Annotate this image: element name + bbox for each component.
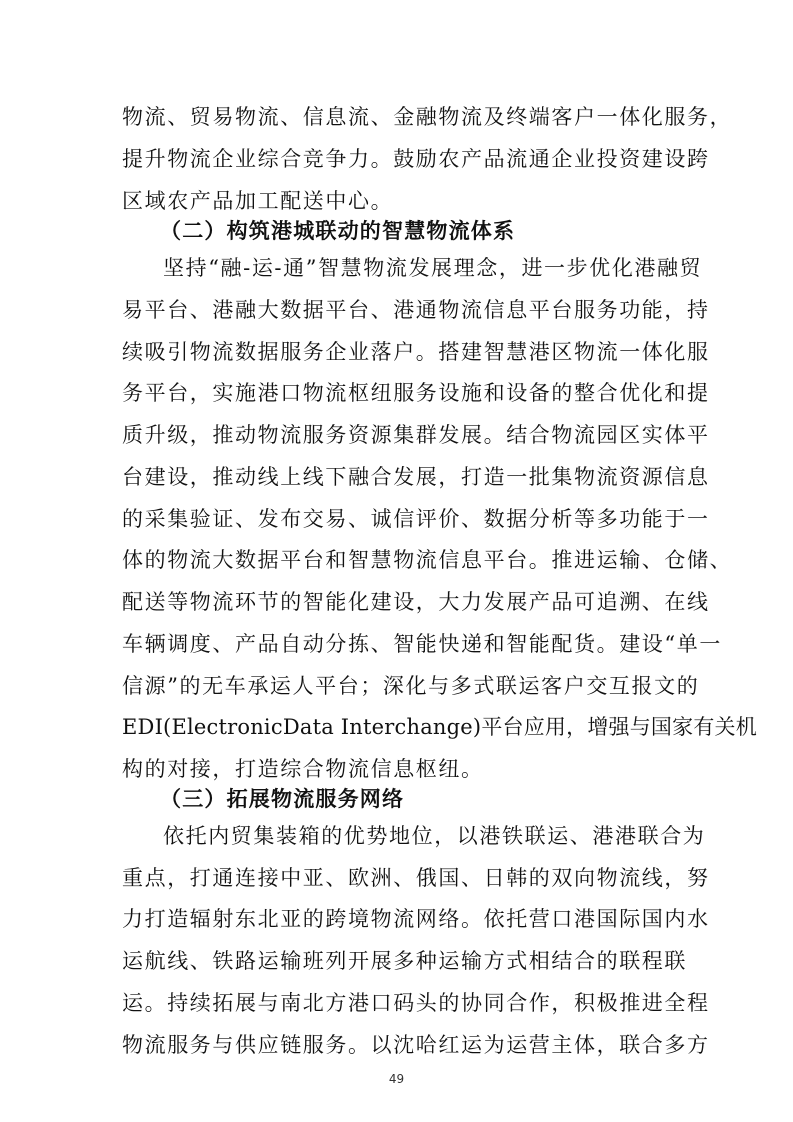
paragraph-line: EDI(ElectronicData Interchange)平台应用，增强与国家有关机 bbox=[122, 715, 757, 739]
paragraph-line: 易平台、港融大数据平台、港通物流信息平台服务功能，持 bbox=[122, 298, 710, 322]
paragraph-line: 信源”的无车承运人平台；深化与多式联运客户交互报文的 bbox=[122, 674, 700, 698]
paragraph-line: 依托内贸集装箱的优势地位，以港铁联运、港港联合为 bbox=[163, 824, 706, 848]
paragraph-line: 运。持续拓展与南北方港口码头的协同合作，积极推进全程 bbox=[122, 991, 710, 1015]
paragraph-line: 运航线、铁路运输班列开展多种运输方式相结合的联程联 bbox=[122, 949, 687, 973]
paragraph-line: 车辆调度、产品自动分拣、智能快递和智能配货。建设“单一 bbox=[122, 632, 722, 656]
paragraph-line: 构的对接，打造综合物流信息枢纽。 bbox=[122, 757, 484, 781]
page-number: 49 bbox=[388, 1072, 405, 1086]
paragraph-line: 质升级，推动物流服务资源集群发展。结合物流园区实体平 bbox=[122, 423, 710, 447]
paragraph-line: 坚持“融-运-通”智慧物流发展理念，进一步优化港融贸 bbox=[163, 256, 703, 280]
paragraph-line: 台建设，推动线上线下融合发展，打造一批集物流资源信息 bbox=[122, 465, 710, 489]
paragraph-line: 配送等物流环节的智能化建设，大力发展产品可追溯、在线 bbox=[122, 590, 710, 614]
paragraph-line: 物流、贸易物流、信息流、金融物流及终端客户一体化服务， bbox=[122, 105, 733, 129]
paragraph-line: 务平台，实施港口物流枢纽服务设施和设备的整合优化和提 bbox=[122, 381, 710, 405]
paragraph-line: 重点，打通连接中亚、欧洲、俄国、日韩的双向物流线，努 bbox=[122, 866, 710, 890]
paragraph-line: 续吸引物流数据服务企业落户。搭建智慧港区物流一体化服 bbox=[122, 340, 710, 364]
paragraph-line: 区域农产品加工配送中心。 bbox=[122, 189, 394, 213]
paragraph-line: 力打造辐射东北亚的跨境物流网络。依托营口港国际国内水 bbox=[122, 907, 710, 931]
section-heading: （三）拓展物流服务网络 bbox=[160, 787, 405, 811]
section-heading: （二）构筑港城联动的智慧物流体系 bbox=[160, 219, 516, 243]
paragraph-line: 体的物流大数据平台和智慧物流信息平台。推进运输、仓储、 bbox=[122, 548, 733, 572]
paragraph-line: 提升物流企业综合竞争力。鼓励农产品流通企业投资建设跨 bbox=[122, 147, 710, 171]
paragraph-line: 物流服务与供应链服务。以沈哈红运为运营主体，联合多方 bbox=[122, 1033, 710, 1057]
paragraph-line: 的采集验证、发布交易、诚信评价、数据分析等多功能于一 bbox=[122, 507, 710, 531]
